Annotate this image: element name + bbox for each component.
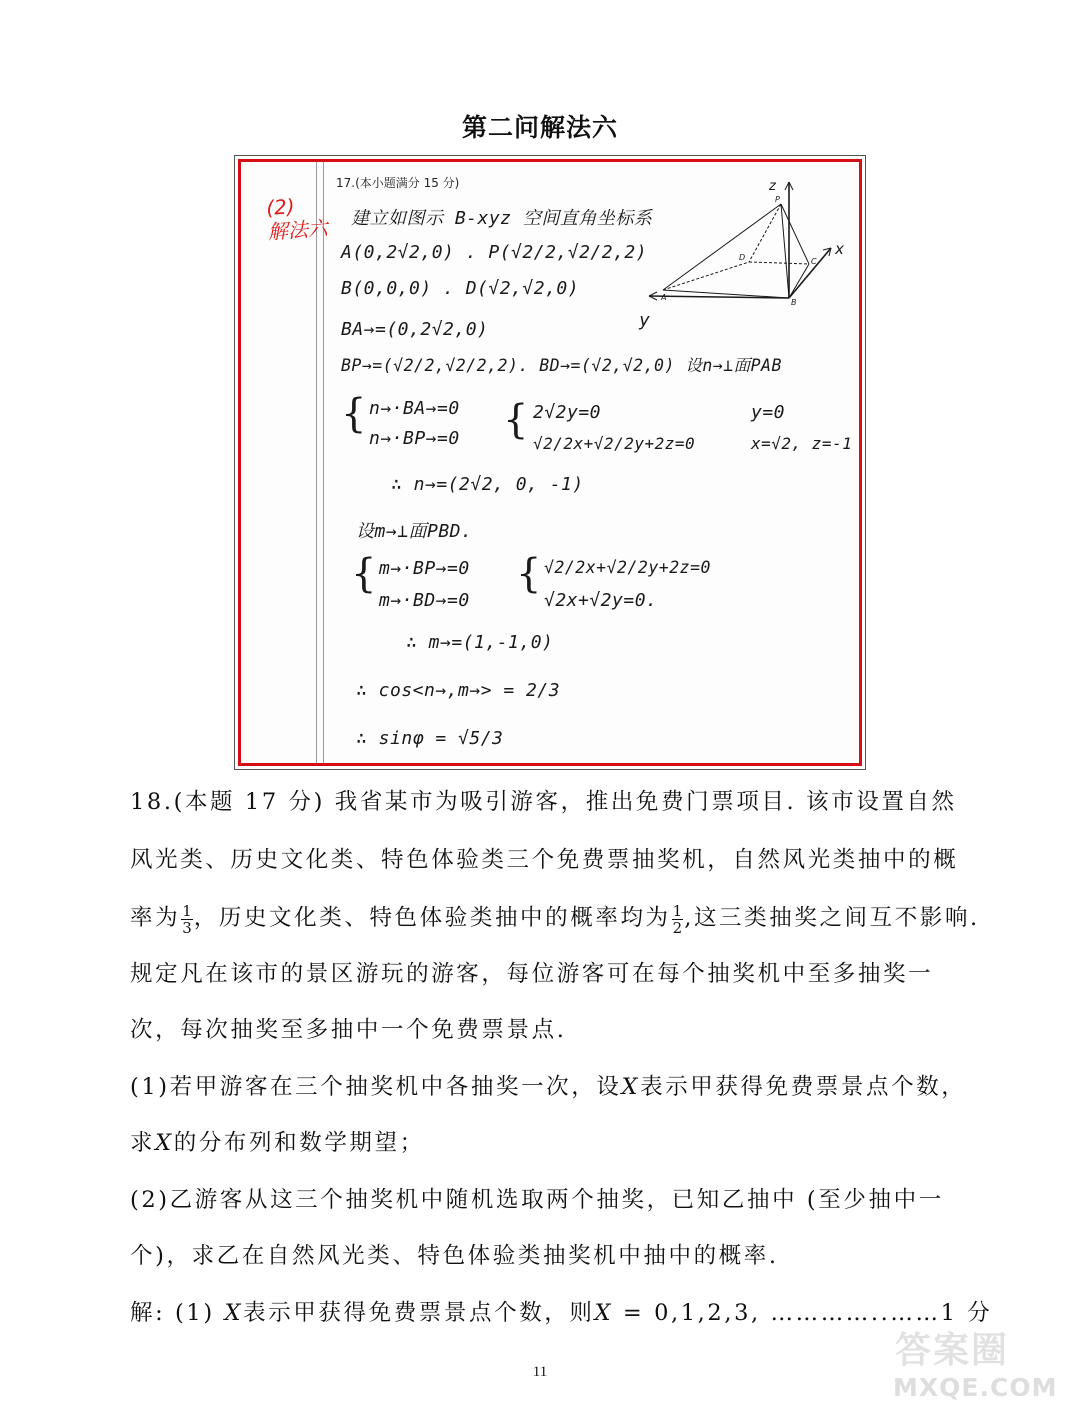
hw-line: ∴ sinφ = √5/3 <box>356 728 504 749</box>
hw-line: √2/2x+√2/2y+2z=0 <box>533 434 696 453</box>
question-1-line: (1)若甲游客在三个抽奖机中各抽奖一次，设X表示甲获得免费票景点个数， <box>130 1074 967 1100</box>
problem-18-line: 风光类、历史文化类、特色体验类三个免费票抽奖机，自然风光类抽中的概 <box>130 847 959 873</box>
scan-margin-rule <box>861 162 862 763</box>
hw-line: y=0 <box>751 402 786 423</box>
hw-line: x=√2, z=-1 <box>751 434 853 453</box>
scan-margin-rule <box>316 162 317 763</box>
scan-header: 17.(本小题满分 15 分) <box>336 176 460 190</box>
hw-line: A(0,2√2,0) . P(√2/2,√2/2,2) <box>341 242 648 263</box>
hw-line: √2/2x+√2/2y+2z=0 <box>544 558 711 577</box>
hw-brace: { <box>341 391 367 437</box>
watermark-url: MXQE.COM <box>893 1373 1058 1402</box>
scan-margin-rule <box>323 162 324 763</box>
question-2-line: (2)乙游客从这三个抽奖机中随机选取两个抽奖，已知乙抽中 (至少抽中一 <box>130 1187 944 1213</box>
scan-red-frame <box>238 159 862 766</box>
hw-brace: { <box>351 551 377 597</box>
hw-line: ∴ n→=(2√2, 0, -1) <box>391 474 584 495</box>
axis-label: z <box>769 179 776 194</box>
problem-18-line: 率为 $\frac{1}{3}$ ，历史文化类、特色体验类抽中的概率均为 $\frac{1}{2}$ ,这三类抽奖之间互不影响. <box>130 901 980 937</box>
hw-line: 设m→⊥面PBD. <box>356 521 473 542</box>
fraction: $\frac{1}{2}$ <box>672 901 683 937</box>
problem-18-line: 规定凡在该市的景区游玩的游客，每位游客可在每个抽奖机中至多抽奖一 <box>130 961 934 987</box>
hw-line: m→·BP→=0 <box>379 558 470 579</box>
section-title: 第二问解法六 <box>461 113 618 142</box>
hw-line: ∴ cos<n→,m→> = 2/3 <box>356 680 561 701</box>
vertex-label: C <box>811 257 817 266</box>
hw-line: 2√2y=0 <box>533 402 602 423</box>
question-1-line: 求X的分布列和数学期望； <box>130 1130 425 1156</box>
watermark-logo: 答案圈 <box>895 1330 1010 1371</box>
hw-brace: { <box>503 397 529 443</box>
problem-18-line: 次，每次抽奖至多抽中一个免费票景点. <box>130 1017 567 1043</box>
hw-line: n→·BP→=0 <box>369 428 460 449</box>
vertex-label: D <box>739 253 746 262</box>
hw-line: n→·BA→=0 <box>369 398 460 419</box>
fraction: $\frac{1}{3}$ <box>182 901 192 937</box>
hw-line: 建立如图示 B-xyz 空间直角坐标系 <box>351 208 653 229</box>
problem-18-line: 18.(本题 17 分) 我省某市为吸引游客，推出免费门票项目. 该市设置自然 <box>130 789 957 815</box>
handwritten-solution-scan <box>234 155 866 770</box>
hw-line: BP→=(√2/2,√2/2,2). BD→=(√2,√2,0) 设n→⊥面PAB <box>341 356 782 375</box>
hw-brace: { <box>516 551 542 597</box>
hw-line: ∴ m→=(1,-1,0) <box>406 632 554 653</box>
solution-line: 解: (1) X表示甲获得免费票景点个数，则X = 0,1,2,3, …………..……1 分 <box>130 1300 993 1326</box>
question-2-line: 个)，求乙在自然风光类、特色体验类抽奖机中抽中的概率. <box>130 1243 779 1269</box>
vertex-label: B <box>791 298 797 307</box>
axis-y-label: y <box>639 310 651 331</box>
hw-line: BA→=(0,2√2,0) <box>341 319 489 340</box>
axis-label: x <box>835 240 844 258</box>
hw-line: B(0,0,0) . D(√2,√2,0) <box>341 278 580 299</box>
hw-line: √2x+√2y=0. <box>544 590 658 611</box>
page-number: 11 <box>532 1364 548 1380</box>
vertex-label: P <box>775 195 780 204</box>
vertex-label: A <box>661 293 667 302</box>
hw-line: m→·BD→=0 <box>379 590 470 611</box>
pyramid-diagram <box>641 178 851 308</box>
red-annotation: (2) 解法六 <box>265 194 329 245</box>
